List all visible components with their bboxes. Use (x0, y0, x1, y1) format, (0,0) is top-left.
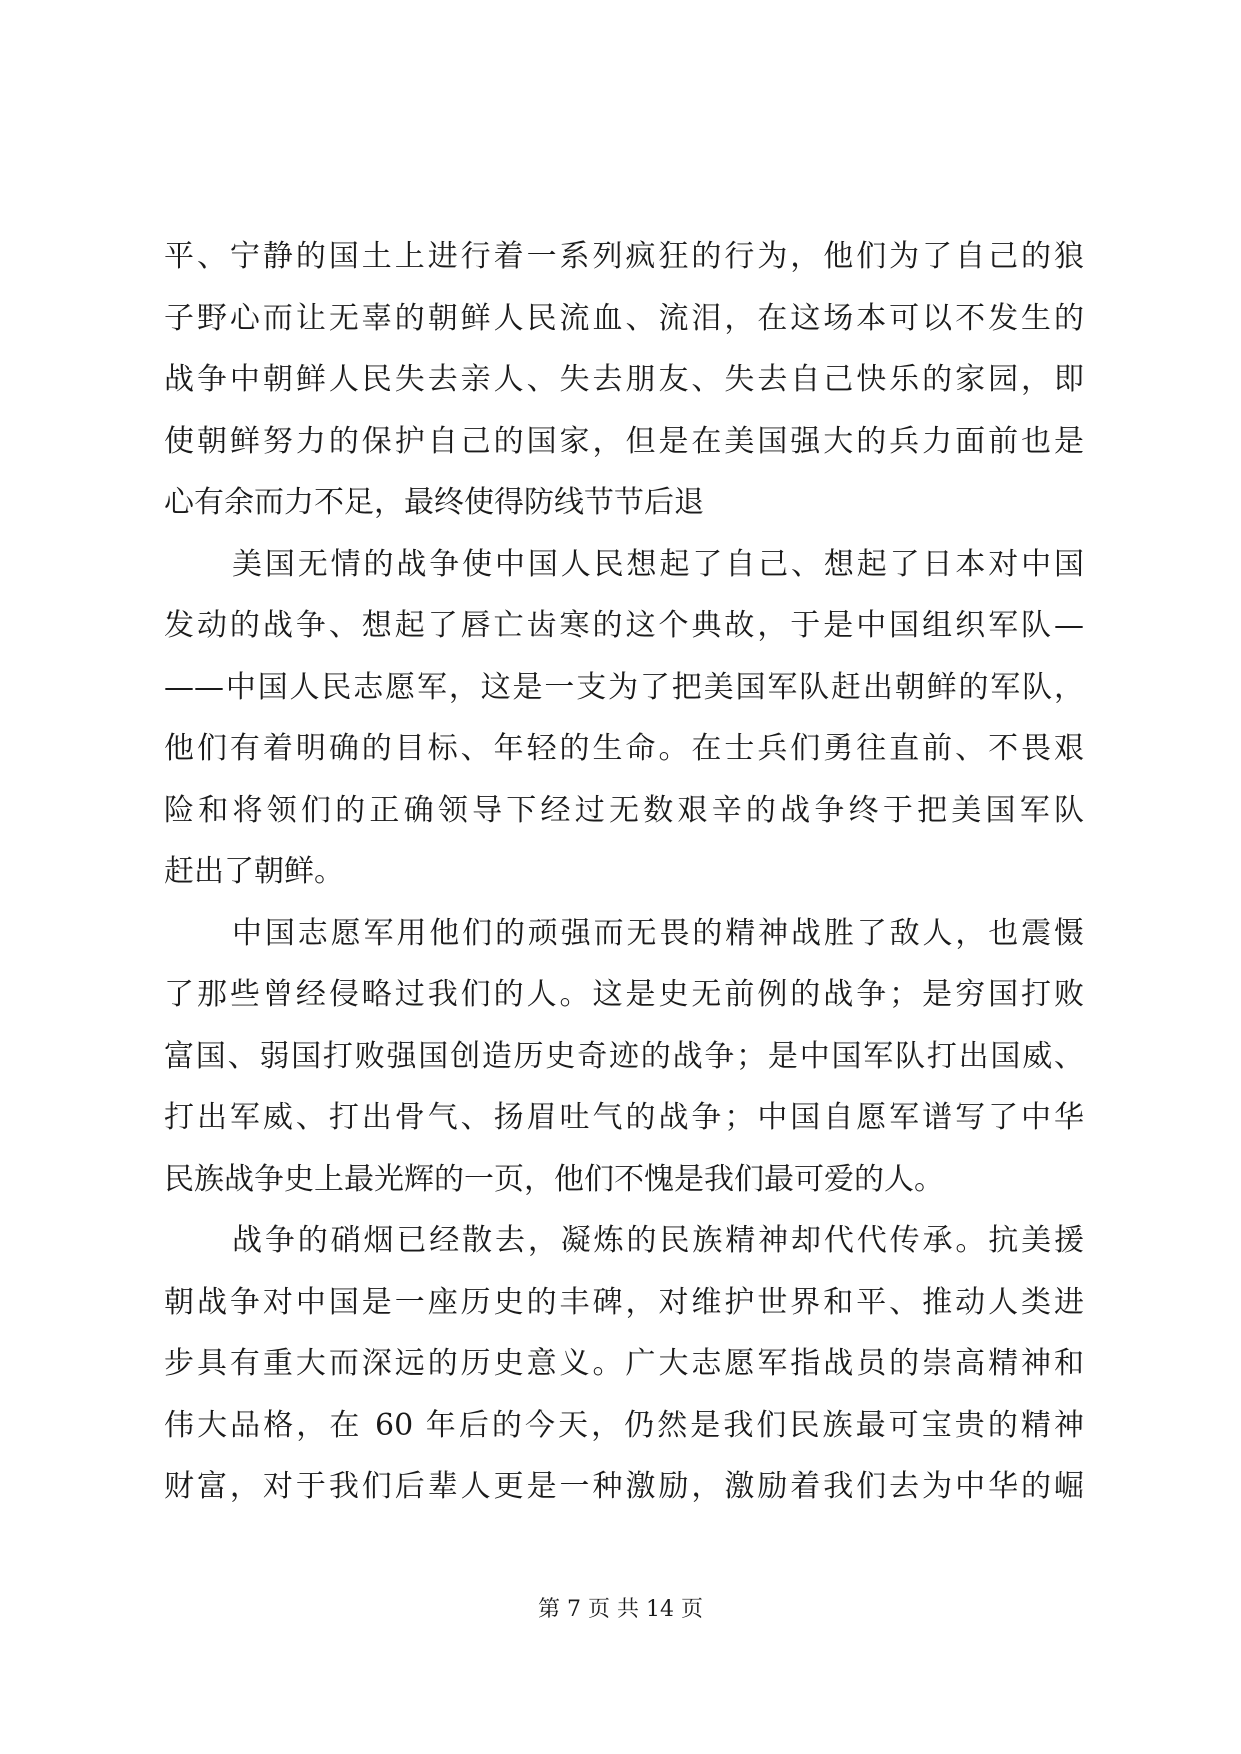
page-number-footer: 第 7 页 共 14 页 (538, 1597, 703, 1622)
text-line: 伟大品格，在 60 年后的今天，仍然是我们民族最可宝贵的精神 (164, 1407, 1084, 1443)
text-line: 他们有着明确的目标、年轻的生命。在士兵们勇往直前、不畏艰 (164, 731, 1084, 766)
text-line: 使朝鲜努力的保护自己的国家，但是在美国强大的兵力面前也是 (164, 423, 1084, 459)
text-line: 美国无情的战争使中国人民想起了自己、想起了日本对中国 (232, 546, 1084, 582)
text-line: 发动的战争、想起了唇亡齿寒的这个典故，于是中国组织军队— (164, 608, 1084, 643)
text-line: 步具有重大而深远的历史意义。广大志愿军指战员的崇高精神和 (164, 1346, 1084, 1381)
text-line: 中国志愿军用他们的顽强而无畏的精神战胜了敌人，也震慑 (232, 915, 1084, 951)
text-line: 险和将领们的正确领导下经过无数艰辛的战争终于把美国军队 (164, 792, 1084, 828)
text-line: 赶出了朝鲜。 (164, 854, 344, 889)
text-line: 平、宁静的国土上进行着一系列疯狂的行为，他们为了自己的狼 (164, 239, 1084, 274)
text-line: 朝战争对中国是一座历史的丰碑，对维护世界和平、推动人类进 (164, 1284, 1084, 1320)
text-line: 战争中朝鲜人民失去亲人、失去朋友、失去自己快乐的家园，即 (164, 362, 1084, 397)
text-line: 子野心而让无辜的朝鲜人民流血、流泪，在这场本可以不发生的 (164, 300, 1084, 336)
text-line: 心有余而力不足，最终使得防线节节后退 (164, 485, 704, 520)
text-line: 了那些曾经侵略过我们的人。这是史无前例的战争；是穷国打败 (164, 977, 1084, 1012)
text-line: ——中国人民志愿军，这是一支为了把美国军队赶出朝鲜的军队， (164, 669, 1084, 705)
text-line: 打出军威、打出骨气、扬眉吐气的战争；中国自愿军谱写了中华 (164, 1100, 1084, 1135)
text-line: 财富，对于我们后辈人更是一种激励，激励着我们去为中华的崛 (164, 1469, 1084, 1504)
text-line: 富国、弱国打败强国创造历史奇迹的战争；是中国军队打出国威、 (164, 1038, 1084, 1074)
text-line: 战争的硝烟已经散去，凝炼的民族精神却代代传承。抗美援 (232, 1223, 1084, 1258)
text-line: 民族战争史上最光辉的一页，他们不愧是我们最可爱的人。 (164, 1161, 944, 1197)
body-text (164, 226, 1084, 1518)
